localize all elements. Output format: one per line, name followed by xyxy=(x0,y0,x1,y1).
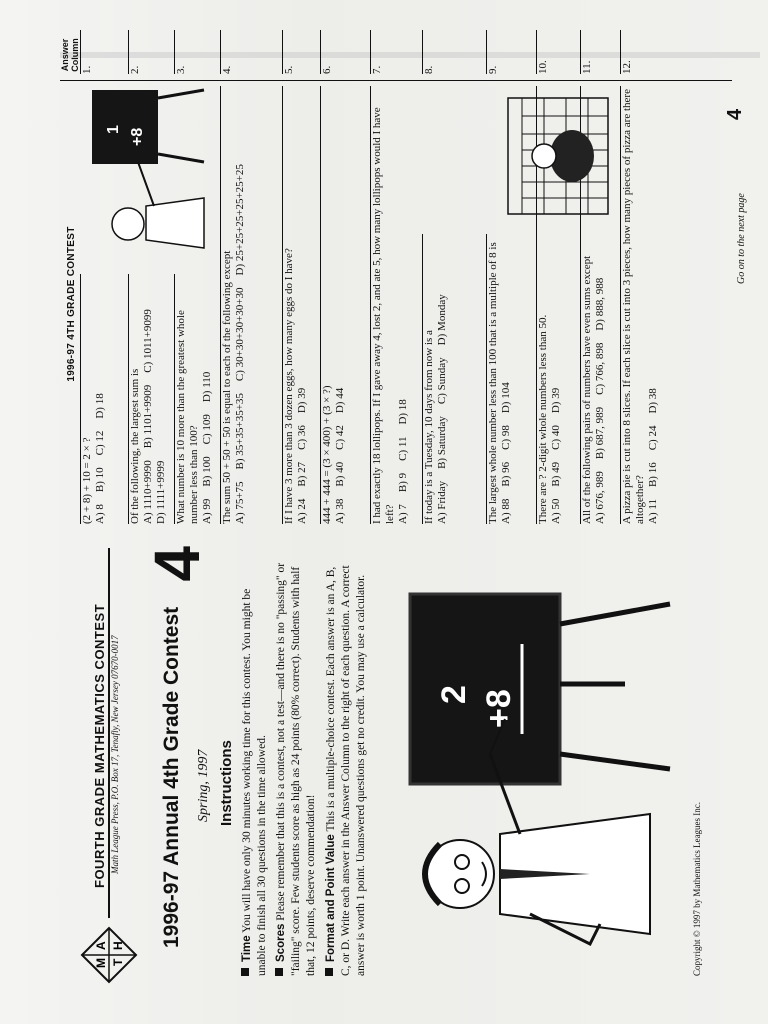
answer-options xyxy=(296,86,309,524)
question-text: All of the following pairs of numbers have even sums except xyxy=(581,255,593,524)
instruction-text: You will have only 30 minutes working time for this contest. You might be unable to finish all 30 questions in the time allowed. xyxy=(241,588,268,976)
answer-option: B) 1101+9909 xyxy=(142,384,154,449)
answer-blank-4[interactable]: 4. xyxy=(220,30,283,74)
season: Spring, 1997 xyxy=(196,749,211,822)
footer-page-number: 4 xyxy=(724,108,746,120)
question-8 xyxy=(422,234,487,524)
question-5 xyxy=(282,86,321,524)
answer-option: C) 109 xyxy=(201,414,213,445)
instructions-heading: Instructions xyxy=(218,740,235,826)
instruction-format xyxy=(324,556,369,976)
answer-option: A) 676, 989 xyxy=(594,471,606,524)
blackboard-digit: 2 xyxy=(435,685,473,704)
answer-option: B) 100 xyxy=(201,456,213,487)
blackboard-digit-small: 1 xyxy=(105,125,122,134)
answer-column-divider xyxy=(60,80,732,81)
answer-option: C) 12 xyxy=(94,430,106,456)
answer-blank-2[interactable]: 2. xyxy=(128,30,175,74)
answer-option: C) 11 xyxy=(397,436,409,461)
teacher-illustration-small xyxy=(88,84,208,274)
answer-option: B) 10 xyxy=(94,467,106,493)
answer-option: A) 99 xyxy=(201,498,213,524)
answer-options xyxy=(500,234,513,524)
instruction-label: Time xyxy=(241,935,253,962)
question-text: A pizza pie is cut into 8 slices. If each slice is cut into 3 pieces, how many pieces of pizza are there altogether? xyxy=(621,89,646,524)
answer-blank-6[interactable]: 6. xyxy=(320,30,371,74)
answer-option: D) 44 xyxy=(334,387,346,414)
question-2 xyxy=(128,274,175,524)
answer-column-label: Answer Column xyxy=(60,38,80,72)
question-9 xyxy=(486,234,537,524)
answer-option: D) 104 xyxy=(500,382,512,414)
question-text: What number is 10 more than the greatest whole number less than 100? xyxy=(175,310,200,524)
answer-option: C) 36 xyxy=(296,425,308,450)
answer-option: B) 96 xyxy=(500,461,512,487)
answer-option: D) 39 xyxy=(550,387,562,414)
answer-option: C) 40 xyxy=(550,425,562,450)
answer-option: B) 49 xyxy=(550,461,562,487)
contest-address: Math League Press, P.O. Box 17, Tenafly, New Jersey 07670-0017 xyxy=(110,635,120,874)
page-header: 1996-97 4TH GRADE CONTEST xyxy=(66,226,77,382)
question-text: (2 + 8) + 10 = 2 × ? xyxy=(81,437,93,524)
question-3 xyxy=(174,274,221,524)
answer-option: D) 888, 988 xyxy=(594,277,606,331)
answer-option: B) 16 xyxy=(647,462,659,488)
instruction-text: This is a multiple-choice contest. Each answer is an A, B, C, or D. Write each answer in the Answer Column to the right of each question. A correct answer is worth 1 point. Unanswered questions get no credit. You may use a calculator. xyxy=(325,565,367,976)
answer-option: A) 1110+9990 xyxy=(142,460,154,524)
instruction-label: Scores xyxy=(275,923,287,962)
answer-option: B) 9 xyxy=(397,472,409,493)
answer-option: B) 40 xyxy=(334,461,346,487)
answer-option: D) 1111+9999 xyxy=(155,460,167,524)
bullet-icon xyxy=(241,968,249,976)
blackboard-addend-small: +8 xyxy=(129,127,146,146)
logo-letter-a: A xyxy=(94,941,108,950)
instruction-time xyxy=(240,556,270,976)
question-text: The sum 50 + 50 + 50 is equal to each of the following except xyxy=(221,250,233,524)
answer-option: C) 98 xyxy=(500,425,512,450)
bullet-icon xyxy=(275,968,283,976)
answer-option: D) 38 xyxy=(647,388,659,414)
logo-letter-t: T xyxy=(111,958,125,966)
answer-blank-11[interactable]: 11. xyxy=(580,30,621,74)
logo-letter-h: H xyxy=(111,941,125,950)
answer-option: C) 30+30+30+30+30 xyxy=(234,287,246,382)
question-text: If I have 3 more than 3 dozen eggs, how many eggs do I have? xyxy=(283,248,295,524)
contest-name: FOURTH GRADE MATHEMATICS CONTEST xyxy=(92,603,107,888)
answer-option: A) Friday xyxy=(436,480,448,524)
go-on-next-page: Go on to the next page xyxy=(736,193,747,284)
answer-blank-1[interactable]: 1. xyxy=(80,30,129,74)
contest-title: 1996-97 Annual 4th Grade Contest xyxy=(160,606,183,948)
answer-blank-7[interactable]: 7. xyxy=(370,30,423,74)
instruction-text: Please remember that this is a contest, not a test—and there is no "passing" or "failing" score. Few students score as high as 24 points (80% correct). Students with half that, 12 points, deserve commendation! xyxy=(275,562,317,976)
instruction-scores xyxy=(274,556,319,976)
question-text: If today is a Tuesday, 10 days from now is a xyxy=(423,330,435,524)
question-text: The largest whole number less than 100 that is a multiple of 8 is xyxy=(487,242,499,524)
question-12 xyxy=(620,86,711,524)
answer-options xyxy=(397,86,410,524)
question-text: I had exactly 18 lollipops. If I gave away 4, lost 2, and ate 5, how many lollipops would I have left? xyxy=(371,107,396,524)
answer-option: A) 50 xyxy=(550,498,562,524)
answer-blank-8[interactable]: 8. xyxy=(422,30,487,74)
instructions-page xyxy=(80,544,720,984)
question-text: There are ? 2-digit whole numbers less than 50. xyxy=(537,314,549,524)
answer-option: A) 75+75 xyxy=(234,481,246,524)
answer-blank-12[interactable]: 12. xyxy=(620,30,711,74)
grade-number: 4 xyxy=(141,546,213,582)
answer-option: B) 35+35+35+35 xyxy=(234,393,246,470)
answer-option: D) 39 xyxy=(296,387,308,414)
math-league-logo xyxy=(80,926,138,984)
answer-option: D) 25+25+25+25+25+25 xyxy=(234,164,246,276)
question-text: Of the following, the largest sum is xyxy=(129,368,141,524)
question-4 xyxy=(220,86,283,524)
answer-blank-5[interactable]: 5. xyxy=(282,30,321,74)
answer-option: A) 8 xyxy=(94,504,106,524)
question-7 xyxy=(370,86,423,524)
answer-option: C) 42 xyxy=(334,425,346,450)
answer-options xyxy=(334,86,347,524)
blackboard-addend: +8 xyxy=(480,689,518,728)
answer-option: A) 38 xyxy=(334,498,346,524)
answer-option: C) 1011+9099 xyxy=(142,309,154,373)
answer-option: D) 18 xyxy=(94,393,106,419)
question-1 xyxy=(80,274,129,524)
teacher-blackboard-illustration xyxy=(390,544,690,984)
bullet-icon xyxy=(325,968,333,976)
calendar-character-illustration xyxy=(500,84,620,234)
questions-page xyxy=(60,24,750,524)
answer-options xyxy=(234,86,247,524)
answer-options xyxy=(201,274,214,524)
answer-options xyxy=(94,274,107,524)
answer-option: B) Saturday xyxy=(436,416,448,469)
answer-options xyxy=(436,234,449,524)
question-text: 444 + 444 = (3 × 400) + (3 × ?) xyxy=(321,385,333,524)
answer-option: C) Sunday xyxy=(436,357,448,405)
answer-option: A) 7 xyxy=(397,504,409,524)
answer-blank-3[interactable]: 3. xyxy=(174,30,221,74)
answer-option: C) 24 xyxy=(647,425,659,451)
answer-blank-10[interactable]: 10. xyxy=(536,30,581,74)
answer-blank-9[interactable]: 9. xyxy=(486,30,537,74)
answer-option: A) 88 xyxy=(500,498,512,524)
answer-options xyxy=(142,274,168,524)
copyright: Copyright © 1997 by Mathematics Leagues Inc. xyxy=(692,801,702,976)
answer-option: C) 766, 898 xyxy=(594,342,606,395)
answer-option: B) 27 xyxy=(296,461,308,487)
question-6 xyxy=(320,86,371,524)
answer-options xyxy=(647,86,660,524)
answer-option: D) 18 xyxy=(397,399,409,425)
answer-option: A) 24 xyxy=(296,498,308,524)
logo-letter-m: M xyxy=(94,958,108,968)
answer-option: D) 110 xyxy=(201,371,213,403)
answer-option: B) 687, 989 xyxy=(594,406,606,460)
answer-option: A) 11 xyxy=(647,499,659,524)
answer-option: D) Monday xyxy=(436,294,448,346)
instruction-label: Format and Point Value xyxy=(325,834,337,962)
